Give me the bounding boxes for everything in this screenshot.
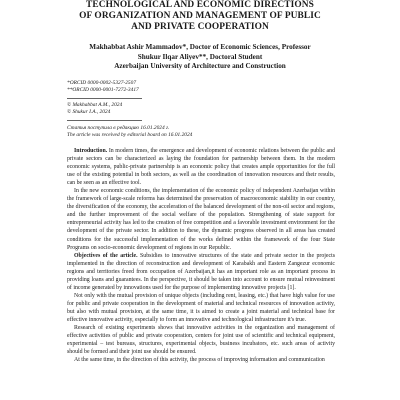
orcid-2: **ORCID 0000-0001-7272-3417: [67, 87, 139, 93]
objectives-paragraph-2: Not only with the mutual provision of unique objects (including rent, leasing, etc.) that have high value for use for public and private cooperation in the development of material and technical resources of innovation activity, but also with mutual provision, at the same time, it is aimed to create a joint material and technical base for effective innovative activity, especially to form an innovative and technological infrastructure it's true.: [67, 292, 335, 323]
received-ru: Статья поступила в редакцию 16.01.2024 г.: [67, 125, 170, 131]
intro-paragraph-2: In the new economic conditions, the implementation of the economic policy of independent Azerbaijan within the framework of large-scale reforms has determined the preservation of macroeconomic stability in our country, the diversification of the economy, the acceleration of the balanced development of the non-oil sector and regions, and the further improvement of the social welfare of the population. Strengthening of state support for entrepreneurial activity has led to the creation of free competition and a favorable investment environment for the development of the private sector. In addition to these, the dynamic progress observed in all areas has created conditions for the successful implementation of the works defined within the framework of the four State Programs on socio-economic development of regions in our Republic.: [67, 188, 335, 251]
objectives-heading: Objectives of the article.: [74, 252, 138, 259]
divider-1: [67, 98, 142, 99]
copyright-2: © Shukur I.A., 2024: [67, 109, 111, 115]
orcid-1: *ORCID 0000-0002-5327-2507: [67, 80, 137, 86]
article-title-line-3: AND PRIVATE COOPERATION: [131, 22, 269, 32]
author-line-2: Shukur Ilqar Aliyev**, Doctoral Student: [137, 52, 263, 61]
affiliation: Azerbaijan University of Architecture and Construction: [114, 62, 286, 70]
objectives-paragraph-4: At the same time, in the direction of this activity, the process of improving information and communication: [74, 357, 325, 364]
divider-2: [67, 120, 142, 121]
intro-paragraph-1: [67, 147, 335, 187]
intro-heading: Introduction.: [74, 148, 108, 154]
article-title-line-1: TECHNOLOGICAL AND ECONOMIC DIRECTIONS: [86, 0, 314, 10]
objectives-paragraph-1: [67, 252, 335, 292]
received-en: The article was received by editorial board on 16.01.2024: [67, 132, 193, 138]
author-line-1: Makhabbat Ashir Mammadov*, Doctor of Economic Sciences, Professor: [89, 43, 311, 51]
objectives-paragraph-3: Research of existing experiments shows that innovative activities in the organization and management of effective activities of public and private cooperation, centers for joint use of scientific and technical equipment, experimental – test bureaus, structures, experimental objects, business incubators, etc. such areas of activity should be formed and their joint use should be ensured.: [67, 325, 335, 356]
copyright-1: © Makhabbat A.M., 2024: [67, 102, 123, 108]
intro-text-1: In modern times, the emergence and development of economic relations between the public and private sectors can be characterized as laying the foundation for partnership between them. In the modern economic systems, public-private partnership is an economic policy that creates ample opportunities for the full use of the existing potential in both sectors, as well as the coordination of innovation resources and their results, can be seen as an effective tool.: [67, 148, 335, 187]
article-title-line-2: OF ORGANIZATION AND MANAGEMENT OF PUBLIC: [79, 11, 321, 21]
objectives-text-1: Subsidies to innovative structures of the state and private sector in the projects implemented in the direction of reconstruction and development of Karabakh and Eastern Zangezur economic regions and territories freed from occupation of Azerbaijan,it has an important role as an important process in providing loans and guarantees. In the perspective, it should be taken into account to ensure mutual reinvestment of income generated by innovations used for the purpose of implementing innovative projects [1].: [67, 252, 336, 291]
article-body: [67, 147, 335, 364]
